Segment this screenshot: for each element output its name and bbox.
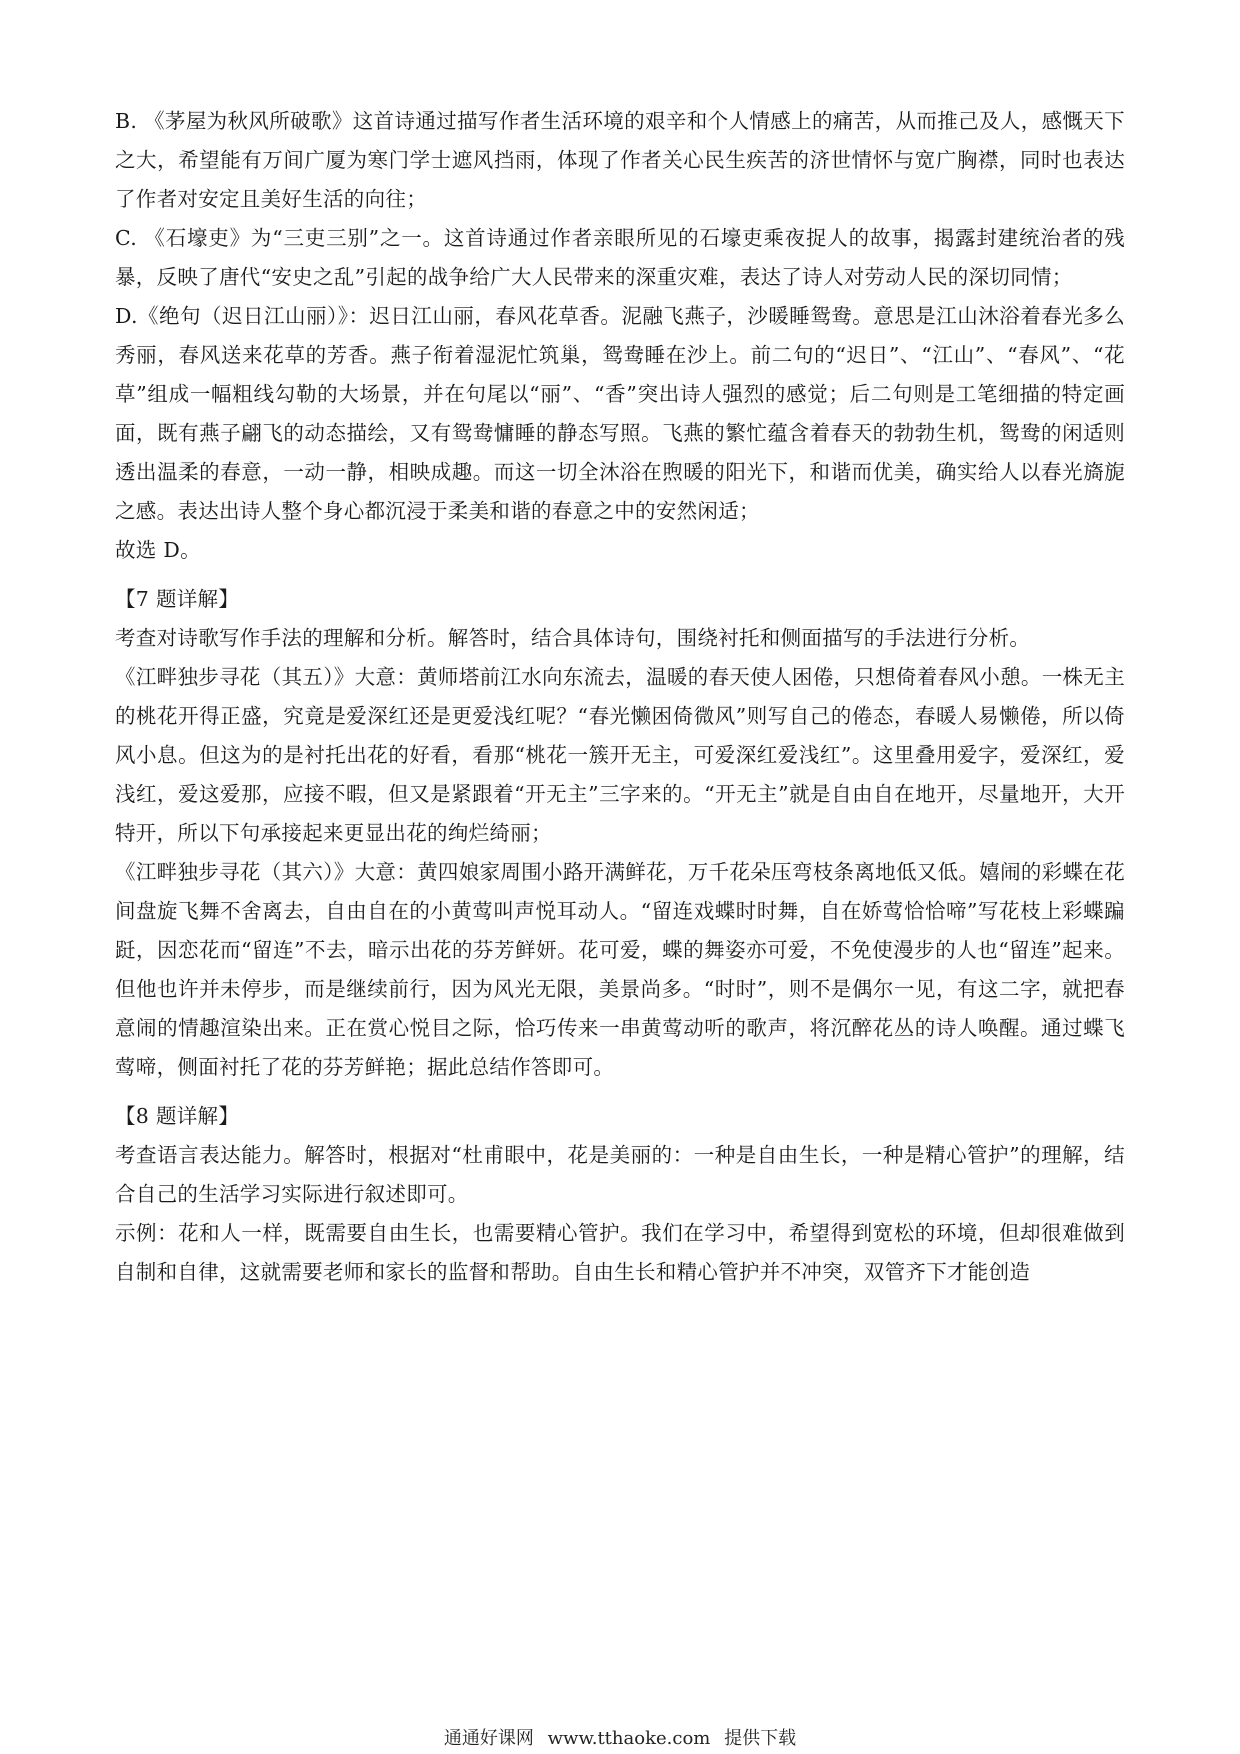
option-d-paragraph: D.《绝句（迟日江山丽）》：迟日江山丽，春风花草香。泥融飞燕子，沙暖睡鸳鸯。意思是江山沐浴着春光多么秀丽，春风送来花草的芳香。燕子衔着湿泥忙筑巢，鸳鸯睡在沙上。前二句的“迟日”、“江山”、“春风”、“花草”组成一幅粗线勾勒的大场景，并在句尾以“丽”、“香”突出诗人强烈的感觉；后二句则是工笔细描的特定画面，既有燕子翩飞的动态描绘，又有鸳鸯慵睡的静态写照。飞燕的繁忙蕴含着春天的勃勃生机，鸳鸯的闲适则透出温柔的春意，一动一静，相映成趣。而这一切全沐浴在煦暖的阳光下，和谐而优美，确实给人以春光旖旎之感。表达出诗人整个身心都沉浸于柔美和谐的春意之中的安然闲适；	[115, 304, 1125, 523]
section-7-paragraph: 《江畔独步寻花（其六）》大意：黄四娘家周围小路开满鲜花，万千花朵压弯枝条离地低又低。嬉闹的彩蝶在花间盘旋飞舞不舍离去，自由自在的小黄莺叫声悦耳动人。“留连戏蝶时时舞，自在娇莺恰恰啼”写花枝上彩蝶蹁跹，因恋花而“留连”不去，暗示出花的芬芳鲜妍。花可爱，蝶的舞姿亦可爱，不免使漫步的人也“留连”起来。但他也许并未停步，而是继续前行，因为风光无限，美景尚多。“时时”，则不是偶尔一见，有这二字，就把春意闹的情趣渲染出来。正在赏心悦目之际，恰巧传来一串黄莺动听的歌声，将沉醉花丛的诗人唤醒。通过蝶飞莺啼，侧面衬托了花的芬芳鲜艳；据此总结作答即可。	[115, 860, 1125, 1079]
option-b-paragraph: B. 《茅屋为秋风所破歌》这首诗通过描写作者生活环境的艰辛和个人情感上的痛苦，从而推己及人，感慨天下之大，希望能有万间广厦为寒门学士遮风挡雨，体现了作者关心民生疾苦的济世情怀与宽广胸襟，同时也表达了作者对安定且美好生活的向往；	[115, 109, 1125, 211]
document-body	[115, 102, 1125, 1292]
section-7-heading: 【7 题详解】	[115, 587, 240, 611]
footer-suffix: 提供下载	[724, 1728, 797, 1749]
section-8-heading: 【8 题详解】	[115, 1104, 240, 1128]
section-8-paragraph: 考查语言表达能力。解答时，根据对“杜甫眼中，花是美丽的：一种是自由生长，一种是精心管护”的理解，结合自己的生活学习实际进行叙述即可。	[115, 1143, 1125, 1206]
section-7-paragraph: 《江畔独步寻花（其五）》大意：黄师塔前江水向东流去，温暖的春天使人困倦，只想倚着春风小憩。一株无主的桃花开得正盛，究竟是爱深红还是更爱浅红呢？“春光懒困倚微风”则写自己的倦态，春暖人易懒倦，所以倚风小息。但这为的是衬托出花的好看，看那“桃花一簇开无主，可爱深红爱浅红”。这里叠用爱字，爱深红，爱浅红，爱这爱那，应接不暇，但又是紧跟着“开无主”三字来的。“开无主”就是自由自在地开，尽量地开，大开特开，所以下句承接起来更显出花的绚烂绮丽；	[115, 665, 1125, 845]
footer-url-link[interactable]: www.tthaoke.com	[547, 1728, 711, 1749]
section-7-paragraph: 考查对诗歌写作手法的理解和分析。解答时，结合具体诗句，围绕衬托和侧面描写的手法进行分析。	[115, 626, 1031, 650]
footer-site-name: 通通好课网	[443, 1728, 534, 1749]
option-c-paragraph: C. 《石壕吏》为“三吏三别”之一。这首诗通过作者亲眼所见的石壕吏乘夜捉人的故事，揭露封建统治者的残暴，反映了唐代“安史之乱”引起的战争给广大人民带来的深重灾难，表达了诗人对劳动人民的深切同情；	[115, 226, 1125, 289]
section-8-paragraph: 示例：花和人一样，既需要自由生长，也需要精心管护。我们在学习中，希望得到宽松的环境，但却很难做到自制和自律，这就需要老师和家长的监督和帮助。自由生长和精心管护并不冲突，双管齐下才能创造	[115, 1221, 1125, 1284]
page-footer	[0, 1728, 1240, 1750]
answer-conclusion: 故选 D。	[115, 538, 201, 562]
